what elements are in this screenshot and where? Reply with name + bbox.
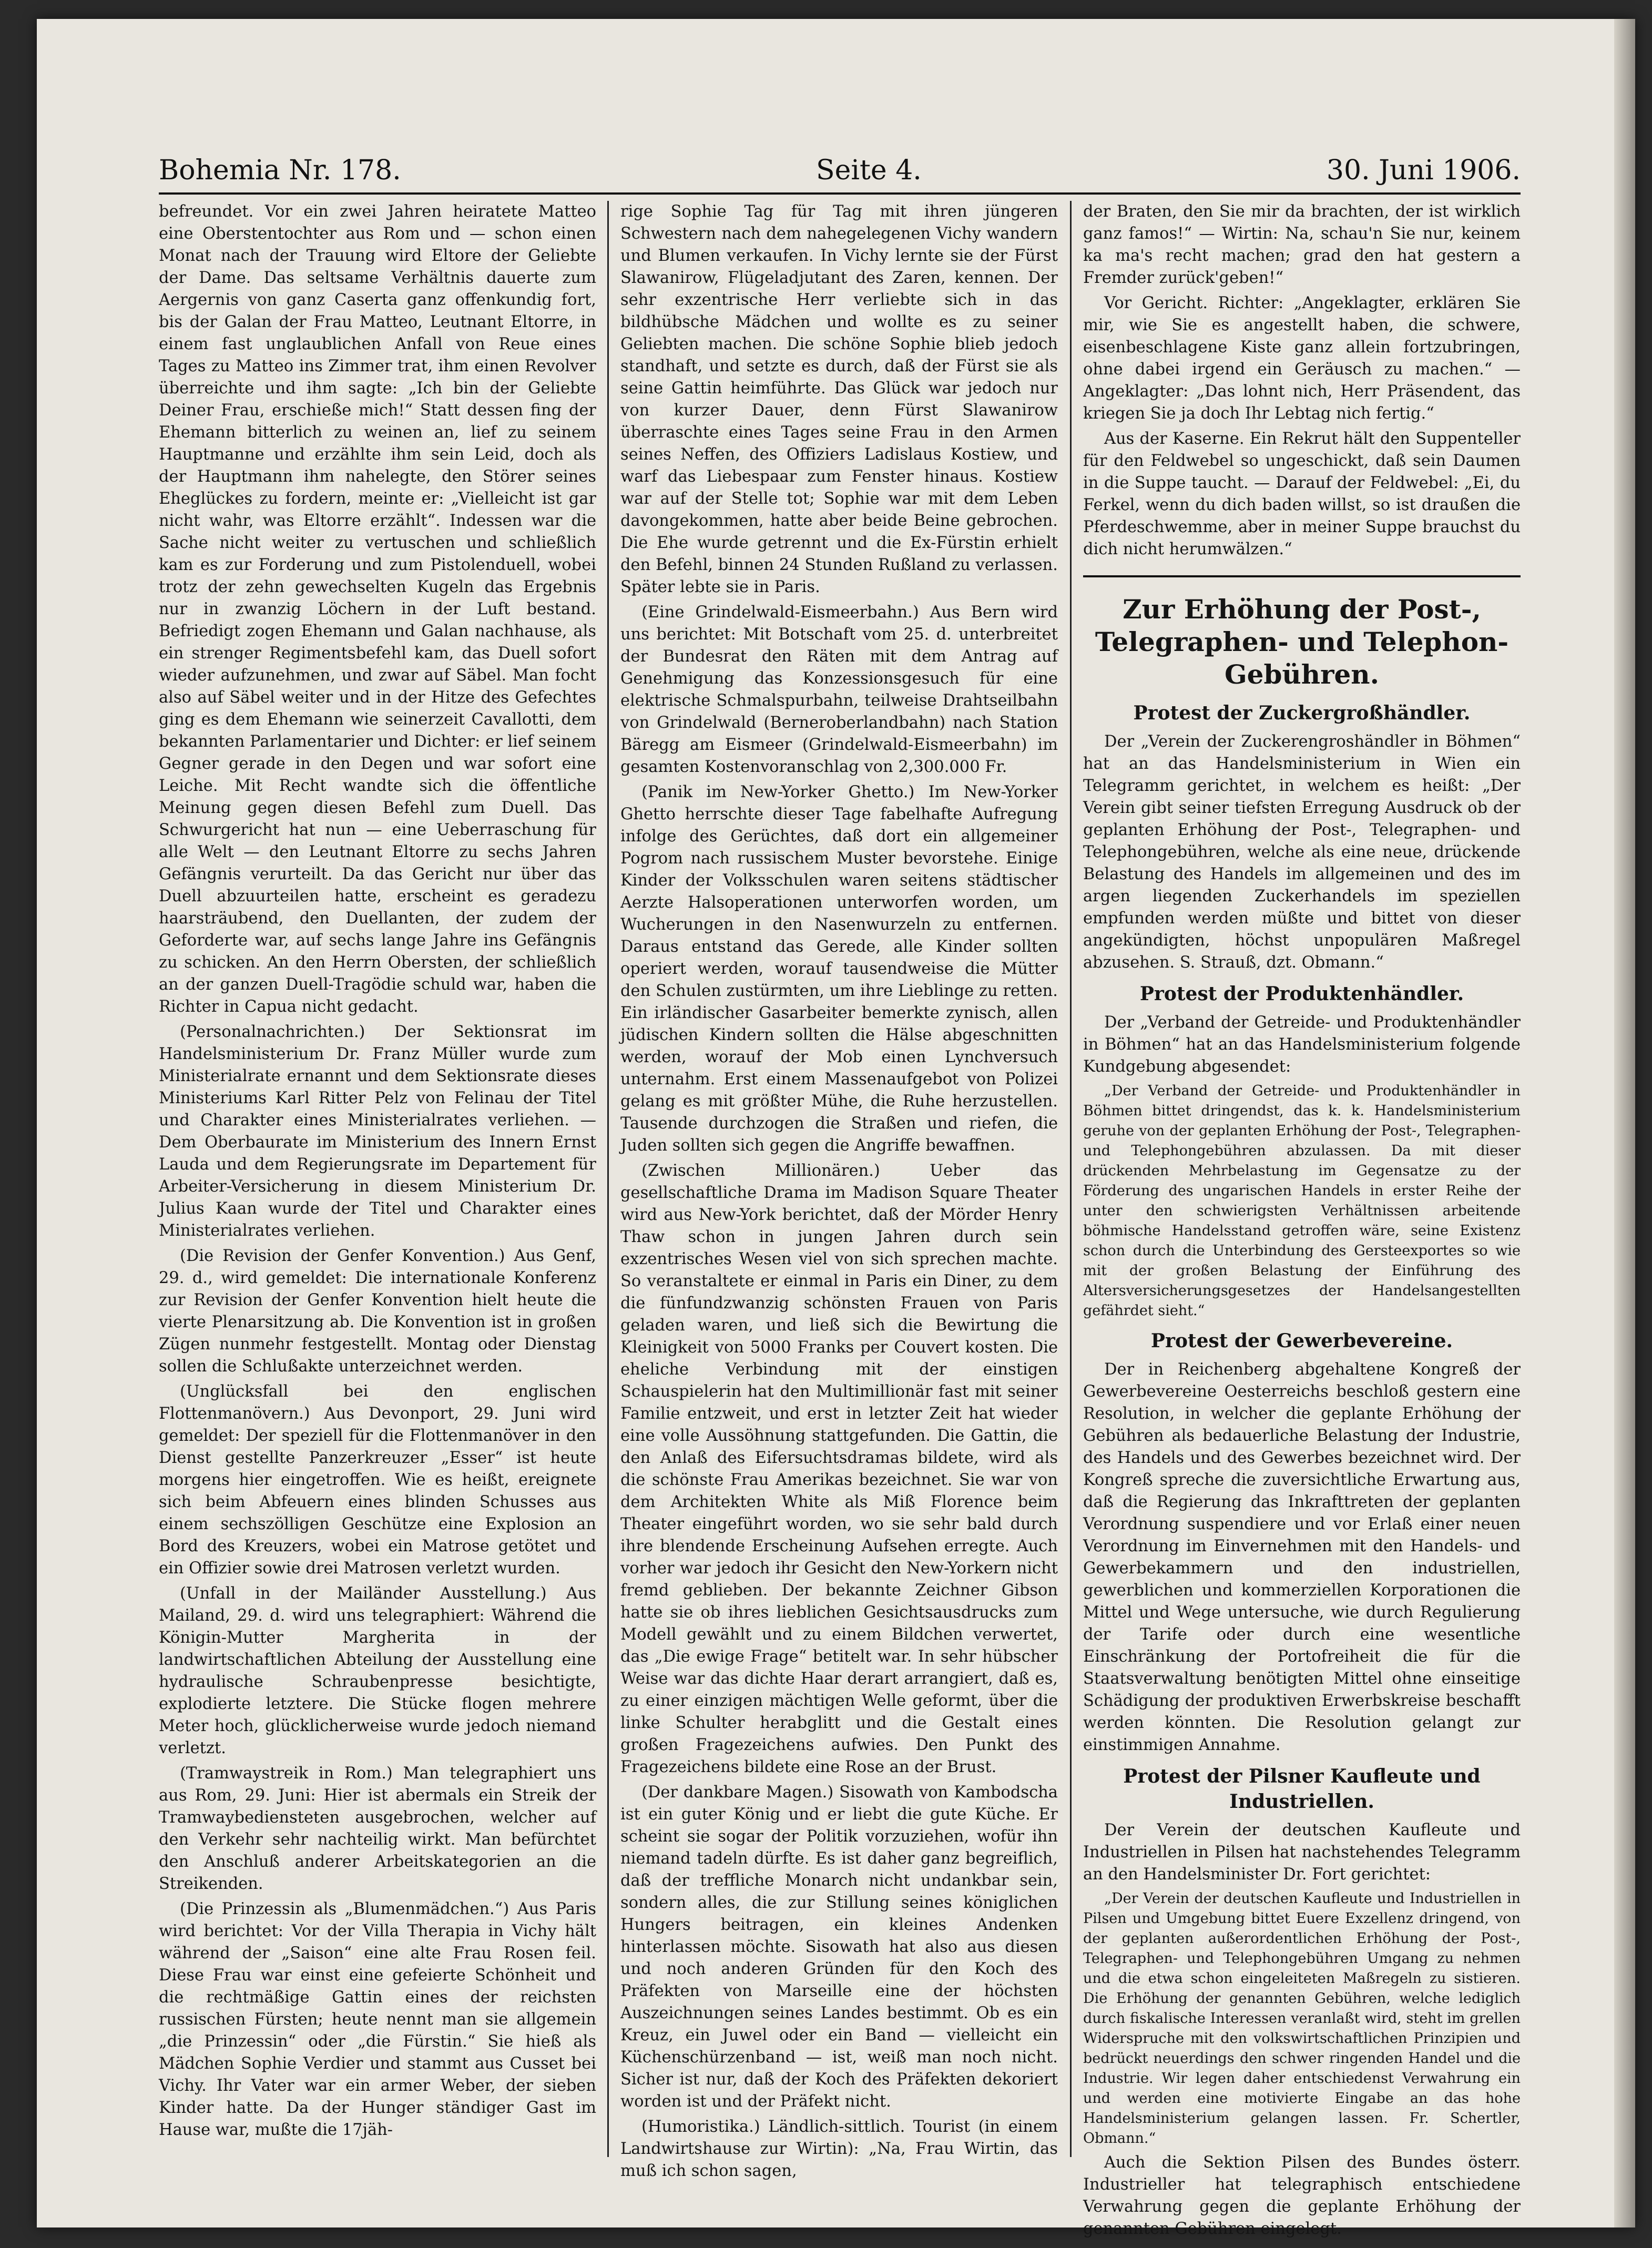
paragraph: (Personalnachrichten.) Der Sektionsrat im Handelsministerium Dr. Franz Müller wurde zum Ministerialrate ernannt und dem Sektionsrate dieses Ministeriums Karl Ritter Pelz von Felinau der Titel und Charakter eines Ministerialrates verliehen. — Dem Oberbaurate im Ministerium des Innern Ernst Lauda und dem Regierungsrate im Departement für Arbeiter-Versicherung in diesem Ministerium Dr. Julius Kaan wurde der Titel und Charakter eines Ministerialrates verliehen. [159, 1023, 596, 1240]
masthead-issue: Bohemia Nr. 178. [159, 155, 401, 186]
paragraph: (Zwischen Millionären.) Ueber das gesellschaftliche Drama im Madison Square Theater wird aus New-York berichtet, daß der Mörder Henry Thaw schon in jungen Jahren durch sein exzentrisches Wesen viel von sich sprechen machte. So veranstaltete er einmal in Paris ein Diner, zu dem die fünfundzwanzig schönsten Frauen von Paris geladen waren, und ließ sich die Bewirtung die Kleinigkeit von 5000 Franks per Couvert kosten. Die eheliche Verbindung mit der einstigen Schauspielerin hat den Multimillionär fast mit seiner Familie entzweit, und erst in letzter Zeit hat wieder eine volle Aussöhnung stattgefunden. Die Gattin, die den Anlaß des Eifersuchtsdramas bildete, wird als die schönste Frau Amerikas bezeichnet. Sie war von dem Architekten White als Miß Florence beim Theater eingeführt worden, wo sie sehr bald durch ihre blendende Erscheinung Aufsehen erregte. Auch vorher war jedoch ihr Gesicht den New-Yorkern nicht fremd geblieben. Der bekannte Zeichner Gibson hatte sie ob ihres lieblichen Gesichtsausdrucks zum Modell gewählt und zu einem Bildchen verwertet, das „Die ewige Frage“ betitelt war. In sehr hübscher Weise war das dichte Haar derart arrangiert, daß es, zu einer einzigen mächtigen Welle geformt, über die linke Schulter herabglitt und die Gestalt eines großen Fragezeichens aufwies. Den Punkt des Fragezeichens bildete eine Rose an der Brust. [620, 1162, 1058, 1776]
columns [159, 201, 1521, 2238]
paragraph: Der „Verband der Getreide- und Produktenhändler in Böhmen“ hat an das Handelsministerium folgende Kundgebung abgesendet: [1083, 1013, 1521, 1076]
quoted-telegram: „Der Verein der deutschen Kaufleute und Industriellen in Pilsen und Umgebung bittet Euere Exzellenz dringend, von der geplanten außerordentlichen Erhöhung der Post-, Telegraphen- und Telephongebühren Umgang zu nehmen und die etwa schon eingeleiteten Maßregeln zu sistieren. Die Erhöhung der genannten Gebühren, welche lediglich durch fiskalische Interessen veranlaßt wird, steht im grellen Widerspruche mit den volkswirtschaftlichen Prinzipien und bedrückt neuerdings den schwer ringenden Handel und die Industrie. Wir legen daher entschiedenst Verwahrung ein und werden eine motivierte Eingabe an das hohe Handelsministerium gelangen lassen. Fr. Schertler, Obmann.“ [1083, 1890, 1521, 2147]
page-number: Seite 4. [816, 155, 922, 186]
section-heading: Protest der Produktenhändler. [1139, 983, 1464, 1005]
section-heading: Protest der Gewerbevereine. [1150, 1330, 1453, 1352]
paragraph: (Humoristika.) Ländlich-sittlich. Tourist (in einem Landwirtshause zur Wirtin): „Na, Frau Wirtin, das muß ich schon sagen, [620, 2118, 1058, 2180]
paragraph: der Braten, den Sie mir da brachten, der ist wirklich ganz famos!“ — Wirtin: Na, schau'n Sie nur, keinem ka ma's recht machen; grad den hat gestern a Fremder zurück'geben!“ [1083, 202, 1521, 287]
paragraph: (Unglücksfall bei den englischen Flottenmanövern.) Aus Devonport, 29. Juni wird gemeldet: Der speziell für die Flottenmanöver in den Dienst gestellte Panzerkreuzer „Esser“ ist heute morgens hier eingetroffen. Wie es heißt, ereignete sich beim Abfeuern eines blinden Schusses aus einem sechszölligen Geschütze eine Explosion an Bord des Kreuzers, wobei ein Matrose getötet und ein Offizier sowie drei Matrosen verletzt wurden. [159, 1382, 596, 1578]
paragraph: (Unfall in der Mailänder Ausstellung.) Aus Mailand, 29. d. wird uns telegraphiert: Während die Königin-Mutter Margherita in der landwirtschaftlichen Abteilung der Ausstellung eine hydraulische Schraubenpresse besichtigte, explodierte letztere. Die Stücke flogen mehrere Meter hoch, glücklicherweise wurde jedoch niemand verletzt. [159, 1584, 596, 1757]
paragraph: befreundet. Vor ein zwei Jahren heiratete Matteo eine Oberstentochter aus Rom und — schon einen Monat nach der Trauung wird Eltore der Geliebte der Dame. Das seltsame Verhältnis dauerte zum Aergernis von ganz Caserta ganz offenkundig fort, bis der Galan der Frau Matteo, Leutnant Eltorre, in einem fast unglaublichen Anfall von Reue eines Tages zu Matteo ins Zimmer trat, ihm einen Revolver überreichte und ihm sagte: „Ich bin der Geliebte Deiner Frau, erschieße mich!“ Statt dessen fing der Ehemann bitterlich zu weinen an, lief zu seinem Hauptmanne und erzählte ihm sein Leid, doch als der Hauptmann ihm nahelegte, den Störer seines Eheglückes zu fordern, meinte er: „Vielleicht ist gar nicht wahr, was Eltorre erzählt“. Indessen war die Sache nicht weiter zu vertuschen und schließlich kam es zur Forderung und zum Pistolenduell, wobei trotz der zehn gewechselten Kugeln das Ergebnis nur in zwanzig Löchern in der Luft bestand. Befriedigt zogen Ehemann und Galan nachhause, als ein strenger Regimentsbefehl kam, das Duell sofort wieder aufzunehmen, und zwar auf Säbel. Man focht also auf Säbel weiter und in der Hitze des Gefechtes ging es dem Ehemann wie seinerzeit Cavallotti, dem bekannten Parlamentarier und Dichter: er lief seinem Gegner gerade in den Degen und war sofort eine Leiche. Mit Recht wandte sich die öffentliche Meinung gegen diesen Befehl zum Duell. Das Schwurgericht hat nun — eine Ueberraschung für alle Welt — den Leutnant Eltorre zu sechs Jahren Gefängnis verurteilt. Da das Gericht nur über das Duell abzuurteilen hatte, erscheint es geradezu haarsträubend, den Duellanten, der zudem der Geforderte war, auf sechs lange Jahre ins Gefängnis zu schicken. An den Herrn Obersten, der schließlich an der ganzen Duell-Tragödie schuld war, haben die Richter in Capua nicht gedacht. [159, 202, 596, 1016]
column-divider [1070, 201, 1072, 2157]
page-header [159, 149, 1521, 195]
column-3 [1083, 201, 1521, 2238]
paragraph: (Die Prinzessin als „Blumenmädchen.“) Aus Paris wird berichtet: Vor der Villa Therapia in Vichy hält während der „Saison“ eine alte Frau Rosen feil. Diese Frau war einst eine gefeierte Schönheit und die rechtmäßige Gattin eines der reichsten russischen Fürsten; heute nennt man sie allgemein „die Prinzessin“ oder „die Fürstin.“ Sie hieß als Mädchen Sophie Verdier und stammt aus Cusset bei Vichy. Ihr Vater war ein armer Weber, der sieben Kinder hatte. Da der Hunger ständiger Gast im Hause war, mußte die 17jäh- [159, 1900, 596, 2139]
column-2 [620, 201, 1058, 2180]
column-divider [607, 201, 609, 2157]
paragraph: Auch die Sektion Pilsen des Bundes österr. Industrieller hat telegraphisch entschiedene Verwahrung gegen die geplante Erhöhung der genannten Gebühren eingelegt. [1083, 2153, 1521, 2238]
section-rule [1083, 575, 1521, 577]
paragraph: (Eine Grindelwald-Eismeerbahn.) Aus Bern wird uns berichtet: Mit Botschaft vom 25. d. unterbreitet der Bundesrat den Räten mit dem Antrag auf Genehmigung das Konzessionsgesuch für eine elektrische Schmalspurbahn, teilweise Drahtseilbahn von Grindelwald (Berneroberlandbahn) nach Station Bäregg am Eismeer (Grindelwald-Eismeerbahn) im gesamten Kostenvoranschlag von 2,300.000 Fr. [620, 603, 1058, 776]
paragraph: Der in Reichenberg abgehaltene Kongreß der Gewerbevereine Oesterreichs beschloß gestern eine Resolution, in welcher die geplante Erhöhung der Gebühren als bedauerliche Belastung der Industrie, des Handels und des Gewerbes bezeichnet wird. Der Kongreß spreche die zuversichtliche Erwartung aus, daß die Regierung das Inkrafttreten der geplanten Verordnung suspendiere und vor Erlaß einer neuen Verordnung im Einvernehmen mit den Handels- und Gewerbekammern und den industriellen, gewerblichen und kommerziellen Korporationen die Mittel und Wege untersuche, wie durch Regulierung der Tarife oder durch eine wesentliche Einschränkung der Portofreiheit die für die Staatsverwaltung benötigten Mittel ohne einseitige Schädigung der produktiven Erwerbskreise beschafft werden könnten. Die Resolution gelangt zur einstimmigen Annahme. [1083, 1360, 1521, 1754]
article-title: Zur Erhöhung der Post-, Telegraphen- und Telephon-Gebühren. [1095, 594, 1509, 690]
quoted-telegram: „Der Verband der Getreide- und Produktenhändler in Böhmen bittet dringendst, das k. k. Handelsministerium geruhe von der geplanten Erhöhung der Post-, Telegraphen- und Telephongebühren abzulassen. Da mit dieser drückenden Mehrbelastung im Gegensatze zu der Förderung des ungarischen Handels in erster Reihe der unter den schwierigsten Verhältnissen arbeitende böhmische Handelsstand getroffen wäre, seine Existenz schon durch die Unterbindung des Gersteexportes so wie mit der großen Belastung der Einführung des Altersversicherungsgesetzes der Handelsangestellten gefährdet sieht.“ [1083, 1083, 1521, 1319]
paragraph: Der „Verein der Zuckerengroshändler in Böhmen“ hat an das Handelsministerium in Wien ein Telegramm gerichtet, in welchem es heißt: „Der Verein gibt seiner tiefsten Erregung Ausdruck ob der geplanten Erhöhung der Post-, Telegraphen- und Telephongebühren, welche als eine neue, drückende Belastung des Handels im allgemeinen und des im argen liegenden Zuckerhandels im speziellen empfunden werden müßte und bittet von dieser angekündigten, höchst unpopulären Maßregel abzusehen. S. Strauß, dzt. Obmann.“ [1083, 733, 1521, 972]
paragraph: (Tramwaystreik in Rom.) Man telegraphiert uns aus Rom, 29. Juni: Hier ist abermals ein Streik der Tramwaybediensteten ausgebrochen, welcher auf den Verkehr sehr nachteilig wirkt. Man befürchtet den Anschluß anderer Arbeitskategorien an die Streikenden. [159, 1764, 596, 1893]
paragraph: Der Verein der deutschen Kaufleute und Industriellen in Pilsen hat nachstehendes Telegramm an den Handelsminister Dr. Fort gerichtet: [1083, 1821, 1521, 1884]
paragraph: (Panik im New-Yorker Ghetto.) Im New-Yorker Ghetto herrschte dieser Tage fabelhafte Aufregung infolge des Gerüchtes, daß dort ein allgemeiner Pogrom nach russischem Muster bevorstehe. Einige Kinder der Volksschulen waren seitens städtischer Aerzte Halsoperationen unterworfen worden, um Wucherungen in den Nasenwurzeln zu entfernen. Daraus entstand das Gerede, alle Kinder sollten operiert werden, worauf tausendweise die Mütter den Schulen zustürmten, um ihre Lieblinge zu retten. Ein irländischer Gasarbeiter bemerkte zynisch, allen jüdischen Kindern sollten die Hälse abgeschnitten werden, worauf der Mob einen Lynchversuch unternahm. Erst einem Massenaufgebot von Polizei gelang es mit größter Mühe, die Ruhe herzustellen. Tausende durchzogen die Straßen und riefen, die Juden sollten sich gegen die Angriffe bewaffnen. [620, 783, 1058, 1155]
column-1 [159, 201, 596, 2157]
issue-date: 30. Juni 1906. [1326, 155, 1521, 186]
paragraph: (Der dankbare Magen.) Sisowath von Kambodscha ist ein guter König und er liebt die gute Küche. Er scheint sie sogar der Politik vorzuziehen, wofür ihn niemand tadeln dürfte. Es ist daher ganz begreiflich, daß der treffliche Monarch nicht undankbar sein, sondern alles, die zur Stillung seines königlichen Hungers beitragen, ein kleines Andenken hinterlassen möchte. Sisowath hat also aus diesen und noch anderen Gründen für den Koch des Präfekten von Marseille eine der höchsten Auszeichnungen seines Landes bestimmt. Ob es ein Kreuz, ein Juwel oder ein Band — vielleicht ein Küchenschürzenband — ist, weiß man noch nicht. Sicher ist nur, daß der Koch des Präfekten dekoriert worden ist und der Präfekt nicht. [620, 1783, 1058, 2111]
paragraph: (Die Revision der Genfer Konvention.) Aus Genf, 29. d., wird gemeldet: Die internationale Konferenz zur Revision der Genfer Konvention hielt heute die vierte Plenarsitzung ab. Die Konvention ist in großen Zügen nunmehr festgestellt. Montag oder Dienstag sollen die Schlußakte unterzeichnet werden. [159, 1247, 596, 1376]
paragraph: rige Sophie Tag für Tag mit ihren jüngeren Schwestern nach dem nahegelegenen Vichy wandern und Blumen verkaufen. In Vichy lernte sie der Fürst Slawanirow, Flügeladjutant des Zaren, kennen. Der sehr exzentrische Herr verliebte sich in das bildhübsche Mädchen und wollte es zu seiner Geliebten machen. Die schöne Sophie blieb jedoch standhaft, und setzte es durch, daß der Fürst sie als seine Gattin heimführte. Das Glück war jedoch nur von kurzer Dauer, denn Fürst Slawanirow überraschte eines Tages seine Frau in den Armen seines Neffen, des Offiziers Ladislaus Kostiew, und warf das Liebespaar zum Fenster hinaus. Kostiew war auf der Stelle tot; Sophie war mit dem Leben davongekommen, hatte aber beide Beine gebrochen. Die Ehe wurde getrennt und die Ex-Fürstin erhielt den Befehl, binnen 24 Stunden Rußland zu verlassen. Später lebte sie in Paris. [620, 202, 1058, 596]
newspaper-page [37, 19, 1635, 2238]
page-spine-shadow [1614, 19, 1635, 2227]
paragraph: Vor Gericht. Richter: „Angeklagter, erklären Sie mir, wie Sie es angestellt haben, die schwere, eisenbeschlagene Kiste ganz allein fortzubringen, ohne dabei irgend ein Geräusch zu machen.“ — Angeklagter: „Das lohnt nich, Herr Präsendent, das kriegen Sie ja doch Ihr Lebtag nich fertig.“ [1083, 294, 1521, 423]
section-heading: Protest der Zuckergroßhändler. [1133, 702, 1471, 724]
paragraph: Aus der Kaserne. Ein Rekrut hält den Suppenteller für den Feldwebel so ungeschickt, daß sein Daumen in die Suppe taucht. — Darauf der Feldwebel: „Ei, du Ferkel, wenn du dich baden willst, so ist draußen die Pferdeschwemme, aber in meiner Suppe brauchst du dich nicht herumwälzen.“ [1083, 430, 1521, 558]
section-heading: Protest der Pilsner Kaufleute und Industriellen. [1123, 1765, 1481, 1813]
